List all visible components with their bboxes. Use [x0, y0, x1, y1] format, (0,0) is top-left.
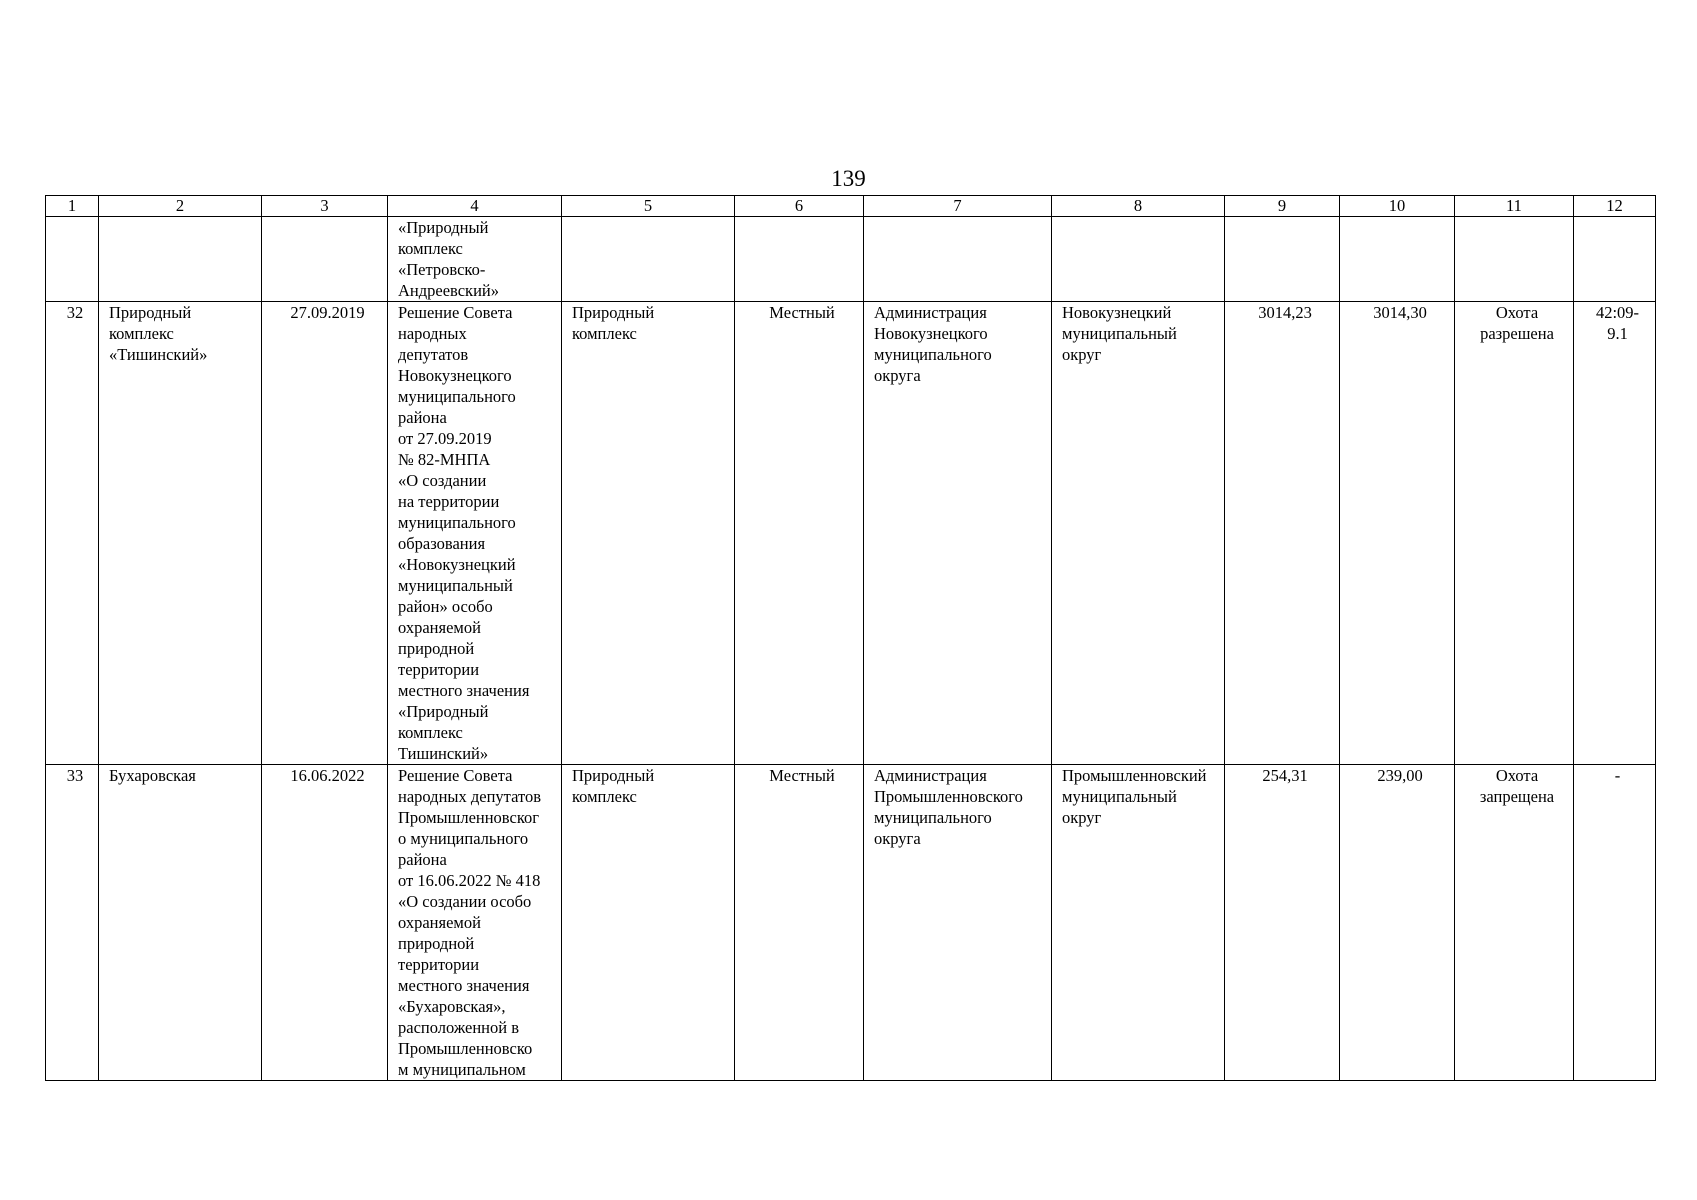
table-row	[46, 302, 1656, 765]
table-row-continuation	[46, 217, 1656, 302]
cell-number: 32	[46, 302, 99, 765]
column-header: 4	[388, 196, 562, 217]
cell-date: 27.09.2019	[262, 302, 388, 765]
column-header: 1	[46, 196, 99, 217]
cell-number	[46, 217, 99, 302]
column-header: 5	[562, 196, 735, 217]
cell-area-b: 239,00	[1340, 765, 1455, 1081]
cell-area-b	[1340, 217, 1455, 302]
column-header: 2	[99, 196, 262, 217]
cell-date: 16.06.2022	[262, 765, 388, 1081]
cell-date	[262, 217, 388, 302]
cell-significance: Местный	[735, 765, 864, 1081]
cell-significance: Местный	[735, 302, 864, 765]
cell-location	[1052, 217, 1225, 302]
cell-name	[99, 217, 262, 302]
cell-code: -	[1574, 765, 1656, 1081]
cell-area-a: 254,31	[1225, 765, 1340, 1081]
column-header: 9	[1225, 196, 1340, 217]
cell-profile: Природный комплекс	[562, 302, 735, 765]
cell-document: Решение Совета народных депутатов Новокузнецкого муниципального района от 27.09.2019 № 82-МНПА «О создании на территории муниципального образования «Новокузнецкий муниципальный район» особо охраняемой природной территории местного значения «Природный комплекс Тишинский»	[388, 302, 562, 765]
cell-profile: Природный комплекс	[562, 765, 735, 1081]
cell-area-b: 3014,30	[1340, 302, 1455, 765]
column-header: 7	[864, 196, 1052, 217]
cell-profile	[562, 217, 735, 302]
page-number: 139	[831, 166, 866, 191]
cell-name: Бухаровская	[99, 765, 262, 1081]
cell-document: «Природный комплекс «Петровско- Андреевский»	[388, 217, 562, 302]
cell-code	[1574, 217, 1656, 302]
column-header: 10	[1340, 196, 1455, 217]
protected-areas-table	[45, 195, 1656, 1081]
cell-location: Промышленновский муниципальный округ	[1052, 765, 1225, 1081]
cell-hunting	[1455, 217, 1574, 302]
column-header: 6	[735, 196, 864, 217]
cell-hunting: Охота запрещена	[1455, 765, 1574, 1081]
cell-number: 33	[46, 765, 99, 1081]
cell-area-a: 3014,23	[1225, 302, 1340, 765]
cell-administration	[864, 217, 1052, 302]
cell-area-a	[1225, 217, 1340, 302]
column-header: 11	[1455, 196, 1574, 217]
column-number-row	[46, 196, 1656, 217]
cell-administration: Администрация Новокузнецкого муниципального округа	[864, 302, 1052, 765]
column-header: 3	[262, 196, 388, 217]
column-header: 12	[1574, 196, 1656, 217]
column-header: 8	[1052, 196, 1225, 217]
table-row	[46, 765, 1656, 1081]
cell-document: Решение Совета народных депутатов Промышленновског о муниципального района от 16.06.2022 № 418 «О создании особо охраняемой природной территории местного значения «Бухаровская», расположенной в Промышленновско м муниципальном	[388, 765, 562, 1081]
cell-name: Природный комплекс «Тишинский»	[99, 302, 262, 765]
cell-significance	[735, 217, 864, 302]
cell-code: 42:09- 9.1	[1574, 302, 1656, 765]
cell-location: Новокузнецкий муниципальный округ	[1052, 302, 1225, 765]
cell-administration: Администрация Промышленновского муниципального округа	[864, 765, 1052, 1081]
cell-hunting: Охота разрешена	[1455, 302, 1574, 765]
